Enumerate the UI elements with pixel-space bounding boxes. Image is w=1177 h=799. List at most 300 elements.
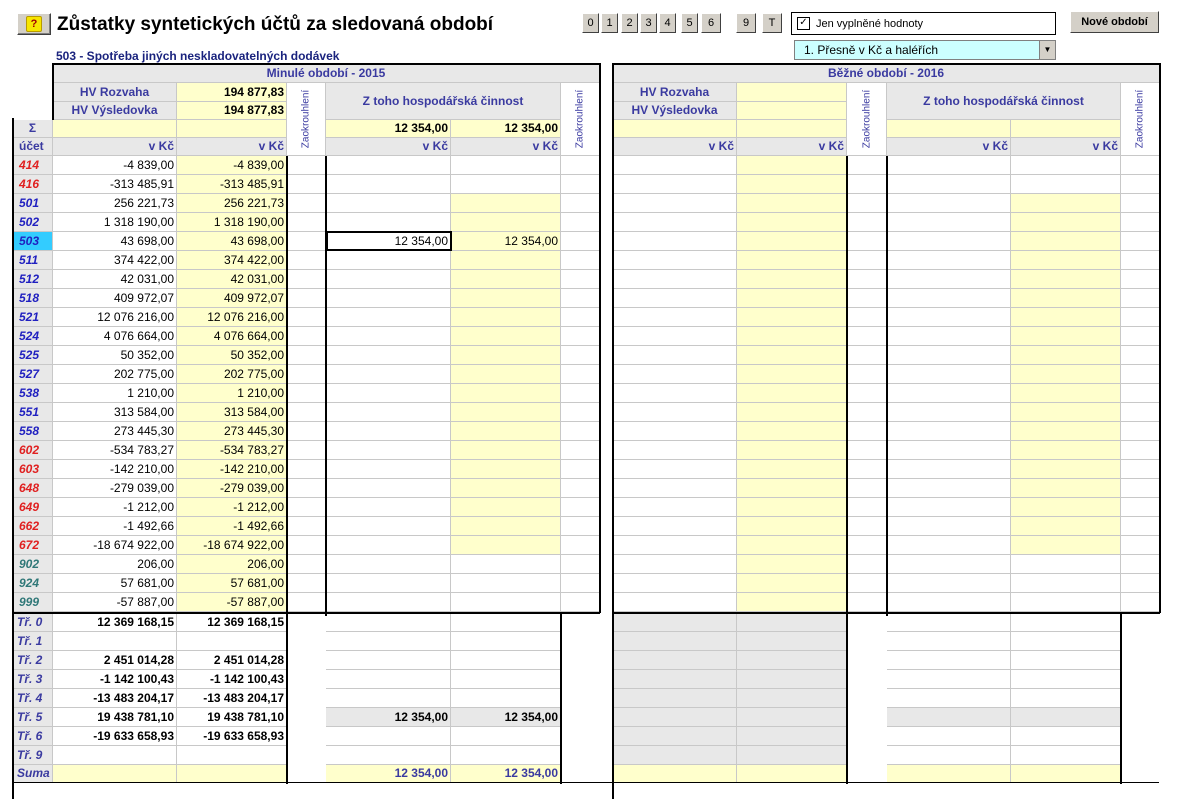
past-value[interactable]: -1 212,00 xyxy=(53,498,177,517)
account-code[interactable]: 551 xyxy=(13,403,53,422)
hosp-value-rounded[interactable] xyxy=(451,460,561,479)
cur-value[interactable] xyxy=(613,213,737,232)
hosp-rounding[interactable] xyxy=(561,156,600,175)
hosp-value-rounded[interactable] xyxy=(451,555,561,574)
hosp-value-rounded[interactable] xyxy=(451,498,561,517)
hosp-value[interactable] xyxy=(326,327,451,346)
cur-hosp-rounding[interactable] xyxy=(1121,194,1160,213)
cur-hosp-value-rounded[interactable] xyxy=(1011,251,1121,270)
past-rounding[interactable] xyxy=(287,213,326,232)
level-button-9[interactable]: 9 xyxy=(736,13,756,33)
cur-hosp-rounding[interactable] xyxy=(1121,365,1160,384)
cur-value[interactable] xyxy=(613,289,737,308)
rounding-select[interactable] xyxy=(794,40,1056,60)
cur-hosp-value-rounded[interactable] xyxy=(1011,289,1121,308)
past-rounding[interactable] xyxy=(287,460,326,479)
hosp-rounding[interactable] xyxy=(561,460,600,479)
cur-value-rounded[interactable] xyxy=(737,365,847,384)
past-rounding[interactable] xyxy=(287,156,326,175)
cur-rounding[interactable] xyxy=(847,422,887,441)
cur-value[interactable] xyxy=(613,574,737,593)
past-value[interactable]: 57 681,00 xyxy=(53,574,177,593)
hosp-value[interactable] xyxy=(326,555,451,574)
cur-value-rounded[interactable] xyxy=(737,213,847,232)
account-code[interactable]: 512 xyxy=(13,270,53,289)
cur-hosp-value[interactable] xyxy=(887,422,1011,441)
past-value-rounded[interactable]: 57 681,00 xyxy=(177,574,287,593)
cur-value-rounded[interactable] xyxy=(737,593,847,612)
cur-hosp-value[interactable] xyxy=(887,346,1011,365)
cur-hosp-value-rounded[interactable] xyxy=(1011,175,1121,194)
past-value-rounded[interactable]: 313 584,00 xyxy=(177,403,287,422)
cur-hosp-value-rounded[interactable] xyxy=(1011,194,1121,213)
past-value-rounded[interactable]: -4 839,00 xyxy=(177,156,287,175)
hosp-rounding[interactable] xyxy=(561,213,600,232)
past-rounding[interactable] xyxy=(287,422,326,441)
cur-hosp-value[interactable] xyxy=(887,479,1011,498)
cur-hosp-value[interactable] xyxy=(887,327,1011,346)
cur-hosp-value[interactable] xyxy=(887,536,1011,555)
past-value-rounded[interactable]: 374 422,00 xyxy=(177,251,287,270)
hosp-rounding[interactable] xyxy=(561,517,600,536)
account-code[interactable]: 414 xyxy=(13,156,53,175)
past-rounding[interactable] xyxy=(287,536,326,555)
cur-value-rounded[interactable] xyxy=(737,327,847,346)
past-value[interactable]: 1 318 190,00 xyxy=(53,213,177,232)
hosp-value-rounded[interactable] xyxy=(451,403,561,422)
past-value[interactable]: -279 039,00 xyxy=(53,479,177,498)
hosp-value-rounded[interactable] xyxy=(451,593,561,612)
past-value[interactable]: -313 485,91 xyxy=(53,175,177,194)
cur-value[interactable] xyxy=(613,460,737,479)
past-value[interactable]: 374 422,00 xyxy=(53,251,177,270)
hosp-value-rounded[interactable] xyxy=(451,213,561,232)
cur-hosp-rounding[interactable] xyxy=(1121,555,1160,574)
level-button-1[interactable]: 1 xyxy=(601,13,618,33)
cur-rounding[interactable] xyxy=(847,365,887,384)
past-value-rounded[interactable]: 206,00 xyxy=(177,555,287,574)
cur-hosp-value-rounded[interactable] xyxy=(1011,365,1121,384)
account-code[interactable]: 662 xyxy=(13,517,53,536)
cur-hosp-rounding[interactable] xyxy=(1121,517,1160,536)
past-rounding[interactable] xyxy=(287,555,326,574)
past-rounding[interactable] xyxy=(287,574,326,593)
account-code[interactable]: 648 xyxy=(13,479,53,498)
cur-rounding[interactable] xyxy=(847,346,887,365)
cur-value-rounded[interactable] xyxy=(737,479,847,498)
past-rounding[interactable] xyxy=(287,346,326,365)
past-rounding[interactable] xyxy=(287,251,326,270)
filled-only-checkbox[interactable] xyxy=(791,12,1056,35)
cur-hosp-rounding[interactable] xyxy=(1121,460,1160,479)
hosp-rounding[interactable] xyxy=(561,175,600,194)
cur-hosp-value-rounded[interactable] xyxy=(1011,498,1121,517)
past-rounding[interactable] xyxy=(287,365,326,384)
hosp-value-rounded[interactable] xyxy=(451,365,561,384)
past-rounding[interactable] xyxy=(287,308,326,327)
cur-value-rounded[interactable] xyxy=(737,251,847,270)
cur-value[interactable] xyxy=(613,175,737,194)
account-code[interactable]: 558 xyxy=(13,422,53,441)
cur-hosp-value[interactable] xyxy=(887,232,1011,251)
hosp-value-rounded[interactable] xyxy=(451,270,561,289)
cur-rounding[interactable] xyxy=(847,308,887,327)
cur-hosp-value-rounded[interactable] xyxy=(1011,460,1121,479)
cur-hosp-rounding[interactable] xyxy=(1121,593,1160,612)
cur-hosp-value[interactable] xyxy=(887,365,1011,384)
cur-value[interactable] xyxy=(613,384,737,403)
cur-hosp-value[interactable] xyxy=(887,175,1011,194)
cur-hosp-rounding[interactable] xyxy=(1121,441,1160,460)
cur-rounding[interactable] xyxy=(847,536,887,555)
hosp-value[interactable] xyxy=(326,517,451,536)
past-rounding[interactable] xyxy=(287,593,326,612)
cur-value[interactable] xyxy=(613,536,737,555)
new-period-button[interactable]: Nové období xyxy=(1070,11,1159,33)
cur-value[interactable] xyxy=(613,479,737,498)
cur-value[interactable] xyxy=(613,270,737,289)
account-code[interactable]: 602 xyxy=(13,441,53,460)
cur-hosp-value-rounded[interactable] xyxy=(1011,441,1121,460)
cur-rounding[interactable] xyxy=(847,441,887,460)
account-code[interactable]: 999 xyxy=(13,593,53,612)
cur-value-rounded[interactable] xyxy=(737,232,847,251)
hosp-rounding[interactable] xyxy=(561,232,600,251)
cur-hosp-rounding[interactable] xyxy=(1121,270,1160,289)
hosp-value-rounded[interactable] xyxy=(451,194,561,213)
hosp-value-rounded[interactable] xyxy=(451,574,561,593)
past-value-rounded[interactable]: -57 887,00 xyxy=(177,593,287,612)
cur-value-rounded[interactable] xyxy=(737,422,847,441)
cur-rounding[interactable] xyxy=(847,403,887,422)
account-code[interactable]: 525 xyxy=(13,346,53,365)
past-value-rounded[interactable]: 42 031,00 xyxy=(177,270,287,289)
hosp-rounding[interactable] xyxy=(561,593,600,612)
cur-value-rounded[interactable] xyxy=(737,574,847,593)
cur-value[interactable] xyxy=(613,403,737,422)
cur-value-rounded[interactable] xyxy=(737,384,847,403)
account-code[interactable]: 603 xyxy=(13,460,53,479)
cur-hosp-value[interactable] xyxy=(887,213,1011,232)
account-code[interactable]: 501 xyxy=(13,194,53,213)
hosp-value[interactable] xyxy=(326,289,451,308)
hosp-rounding[interactable] xyxy=(561,251,600,270)
cur-value[interactable] xyxy=(613,232,737,251)
cur-value-rounded[interactable] xyxy=(737,175,847,194)
help-button[interactable] xyxy=(17,13,51,35)
cur-hosp-rounding[interactable] xyxy=(1121,175,1160,194)
cur-hosp-value[interactable] xyxy=(887,403,1011,422)
hosp-value[interactable] xyxy=(326,536,451,555)
level-button-2[interactable]: 2 xyxy=(621,13,638,33)
hosp-value[interactable] xyxy=(326,479,451,498)
past-value-rounded[interactable]: 4 076 664,00 xyxy=(177,327,287,346)
cur-rounding[interactable] xyxy=(847,232,887,251)
past-value[interactable]: 202 775,00 xyxy=(53,365,177,384)
cur-rounding[interactable] xyxy=(847,517,887,536)
cur-value[interactable] xyxy=(613,365,737,384)
past-value-rounded[interactable]: 12 076 216,00 xyxy=(177,308,287,327)
cur-value[interactable] xyxy=(613,498,737,517)
cur-rounding[interactable] xyxy=(847,213,887,232)
hosp-rounding[interactable] xyxy=(561,270,600,289)
hosp-value[interactable] xyxy=(326,308,451,327)
cur-rounding[interactable] xyxy=(847,498,887,517)
past-value-rounded[interactable]: 202 775,00 xyxy=(177,365,287,384)
past-value-rounded[interactable]: 1 318 190,00 xyxy=(177,213,287,232)
hosp-value-rounded[interactable] xyxy=(451,308,561,327)
past-value[interactable]: -57 887,00 xyxy=(53,593,177,612)
past-value[interactable]: 409 972,07 xyxy=(53,289,177,308)
cur-value-rounded[interactable] xyxy=(737,460,847,479)
cur-hosp-value[interactable] xyxy=(887,441,1011,460)
hosp-value[interactable] xyxy=(326,574,451,593)
past-value-rounded[interactable]: 273 445,30 xyxy=(177,422,287,441)
past-rounding[interactable] xyxy=(287,403,326,422)
hosp-value-rounded[interactable] xyxy=(451,517,561,536)
cur-value[interactable] xyxy=(613,422,737,441)
past-value-rounded[interactable]: -18 674 922,00 xyxy=(177,536,287,555)
cur-rounding[interactable] xyxy=(847,251,887,270)
hosp-rounding[interactable] xyxy=(561,346,600,365)
cur-rounding[interactable] xyxy=(847,175,887,194)
past-value-rounded[interactable]: -534 783,27 xyxy=(177,441,287,460)
cur-value-rounded[interactable] xyxy=(737,403,847,422)
level-button-5[interactable]: 5 xyxy=(681,13,698,33)
cur-hosp-value[interactable] xyxy=(887,270,1011,289)
hosp-value[interactable] xyxy=(326,498,451,517)
cur-rounding[interactable] xyxy=(847,479,887,498)
cur-hosp-rounding[interactable] xyxy=(1121,403,1160,422)
chevron-down-icon[interactable]: ▼ xyxy=(1039,41,1055,59)
hosp-value-rounded[interactable] xyxy=(451,422,561,441)
cur-value[interactable] xyxy=(613,327,737,346)
hosp-rounding[interactable] xyxy=(561,327,600,346)
cur-value-rounded[interactable] xyxy=(737,498,847,517)
hosp-value[interactable] xyxy=(326,270,451,289)
cur-rounding[interactable] xyxy=(847,384,887,403)
account-code[interactable]: 511 xyxy=(13,251,53,270)
cur-hosp-rounding[interactable] xyxy=(1121,251,1160,270)
past-rounding[interactable] xyxy=(287,289,326,308)
past-value[interactable]: 12 076 216,00 xyxy=(53,308,177,327)
hosp-rounding[interactable] xyxy=(561,555,600,574)
account-code[interactable]: 502 xyxy=(13,213,53,232)
cur-hosp-value-rounded[interactable] xyxy=(1011,479,1121,498)
account-code[interactable]: 924 xyxy=(13,574,53,593)
hosp-rounding[interactable] xyxy=(561,308,600,327)
past-value[interactable]: 273 445,30 xyxy=(53,422,177,441)
past-value[interactable]: 4 076 664,00 xyxy=(53,327,177,346)
hosp-rounding[interactable] xyxy=(561,498,600,517)
hosp-value[interactable] xyxy=(326,213,451,232)
account-code[interactable]: 649 xyxy=(13,498,53,517)
hosp-value[interactable] xyxy=(326,365,451,384)
hosp-value[interactable] xyxy=(326,384,451,403)
account-code[interactable]: 416 xyxy=(13,175,53,194)
cur-value-rounded[interactable] xyxy=(737,289,847,308)
cur-hosp-value-rounded[interactable] xyxy=(1011,270,1121,289)
hosp-rounding[interactable] xyxy=(561,289,600,308)
cur-hosp-rounding[interactable] xyxy=(1121,384,1160,403)
cur-value[interactable] xyxy=(613,346,737,365)
cur-hv-vysledovka-value[interactable] xyxy=(737,102,847,120)
hosp-rounding[interactable] xyxy=(561,441,600,460)
cur-hosp-rounding[interactable] xyxy=(1121,213,1160,232)
cur-hosp-rounding[interactable] xyxy=(1121,308,1160,327)
cur-value-rounded[interactable] xyxy=(737,308,847,327)
cur-rounding[interactable] xyxy=(847,593,887,612)
past-value-rounded[interactable]: -1 492,66 xyxy=(177,517,287,536)
hosp-rounding[interactable] xyxy=(561,574,600,593)
past-value-rounded[interactable]: 256 221,73 xyxy=(177,194,287,213)
past-value-rounded[interactable]: -313 485,91 xyxy=(177,175,287,194)
past-value[interactable]: -534 783,27 xyxy=(53,441,177,460)
cur-rounding[interactable] xyxy=(847,555,887,574)
hosp-value[interactable]: 12 354,00 xyxy=(326,232,451,251)
account-code[interactable]: 503 xyxy=(13,232,53,251)
cur-hosp-value-rounded[interactable] xyxy=(1011,574,1121,593)
cur-hosp-value[interactable] xyxy=(887,517,1011,536)
hosp-value[interactable] xyxy=(326,156,451,175)
past-rounding[interactable] xyxy=(287,441,326,460)
cur-hosp-value-rounded[interactable] xyxy=(1011,555,1121,574)
hosp-value-rounded[interactable]: 12 354,00 xyxy=(451,232,561,251)
cur-hosp-value-rounded[interactable] xyxy=(1011,422,1121,441)
cur-hosp-value-rounded[interactable] xyxy=(1011,308,1121,327)
past-value-rounded[interactable]: -142 210,00 xyxy=(177,460,287,479)
hosp-value-rounded[interactable] xyxy=(451,289,561,308)
hosp-value-rounded[interactable] xyxy=(451,156,561,175)
account-code[interactable]: 518 xyxy=(13,289,53,308)
level-button-T[interactable]: T xyxy=(762,13,782,33)
cur-hv-rozvaha-value[interactable] xyxy=(737,83,847,102)
cur-hosp-value-rounded[interactable] xyxy=(1011,156,1121,175)
past-rounding[interactable] xyxy=(287,232,326,251)
hosp-rounding[interactable] xyxy=(561,194,600,213)
cur-rounding[interactable] xyxy=(847,156,887,175)
cur-hosp-rounding[interactable] xyxy=(1121,536,1160,555)
past-value[interactable]: 50 352,00 xyxy=(53,346,177,365)
account-code[interactable]: 902 xyxy=(13,555,53,574)
cur-hosp-value-rounded[interactable] xyxy=(1011,403,1121,422)
hosp-value[interactable] xyxy=(326,422,451,441)
cur-hosp-value[interactable] xyxy=(887,574,1011,593)
cur-rounding[interactable] xyxy=(847,327,887,346)
cur-hosp-rounding[interactable] xyxy=(1121,346,1160,365)
past-rounding[interactable] xyxy=(287,479,326,498)
cur-value[interactable] xyxy=(613,156,737,175)
cur-hosp-value[interactable] xyxy=(887,593,1011,612)
cur-value[interactable] xyxy=(613,517,737,536)
hosp-value[interactable] xyxy=(326,441,451,460)
hosp-rounding[interactable] xyxy=(561,403,600,422)
cur-hosp-value-rounded[interactable] xyxy=(1011,327,1121,346)
hosp-value[interactable] xyxy=(326,251,451,270)
cur-value-rounded[interactable] xyxy=(737,156,847,175)
hosp-value-rounded[interactable] xyxy=(451,251,561,270)
past-rounding[interactable] xyxy=(287,175,326,194)
hosp-value-rounded[interactable] xyxy=(451,536,561,555)
past-value[interactable]: -1 492,66 xyxy=(53,517,177,536)
past-rounding[interactable] xyxy=(287,194,326,213)
cur-hosp-value[interactable] xyxy=(887,555,1011,574)
level-button-6[interactable]: 6 xyxy=(701,13,721,33)
past-rounding[interactable] xyxy=(287,498,326,517)
cur-hosp-rounding[interactable] xyxy=(1121,574,1160,593)
cur-rounding[interactable] xyxy=(847,194,887,213)
hosp-value-rounded[interactable] xyxy=(451,479,561,498)
hosp-rounding[interactable] xyxy=(561,422,600,441)
cur-value-rounded[interactable] xyxy=(737,270,847,289)
cur-hosp-value-rounded[interactable] xyxy=(1011,213,1121,232)
account-code[interactable]: 524 xyxy=(13,327,53,346)
hosp-value[interactable] xyxy=(326,175,451,194)
cur-hosp-value-rounded[interactable] xyxy=(1011,384,1121,403)
past-value[interactable]: -4 839,00 xyxy=(53,156,177,175)
cur-rounding[interactable] xyxy=(847,289,887,308)
cur-value[interactable] xyxy=(613,251,737,270)
hosp-value[interactable] xyxy=(326,460,451,479)
cur-hosp-rounding[interactable] xyxy=(1121,479,1160,498)
cur-hosp-value[interactable] xyxy=(887,460,1011,479)
past-value[interactable]: -142 210,00 xyxy=(53,460,177,479)
past-value-rounded[interactable]: -1 212,00 xyxy=(177,498,287,517)
hosp-value[interactable] xyxy=(326,403,451,422)
hosp-value-rounded[interactable] xyxy=(451,441,561,460)
past-value-rounded[interactable]: 50 352,00 xyxy=(177,346,287,365)
cur-value-rounded[interactable] xyxy=(737,517,847,536)
cur-hosp-value-rounded[interactable] xyxy=(1011,517,1121,536)
cur-value[interactable] xyxy=(613,441,737,460)
cur-value-rounded[interactable] xyxy=(737,555,847,574)
cur-hosp-value[interactable] xyxy=(887,289,1011,308)
cur-value-rounded[interactable] xyxy=(737,346,847,365)
cur-hosp-value-rounded[interactable] xyxy=(1011,346,1121,365)
hosp-rounding[interactable] xyxy=(561,479,600,498)
past-value[interactable]: 256 221,73 xyxy=(53,194,177,213)
hosp-rounding[interactable] xyxy=(561,536,600,555)
account-code[interactable]: 672 xyxy=(13,536,53,555)
cur-hosp-value[interactable] xyxy=(887,308,1011,327)
hosp-value-rounded[interactable] xyxy=(451,327,561,346)
past-value-rounded[interactable]: 1 210,00 xyxy=(177,384,287,403)
past-value[interactable]: 42 031,00 xyxy=(53,270,177,289)
cur-value-rounded[interactable] xyxy=(737,536,847,555)
past-value[interactable]: 313 584,00 xyxy=(53,403,177,422)
hosp-rounding[interactable] xyxy=(561,384,600,403)
cur-value[interactable] xyxy=(613,308,737,327)
level-button-4[interactable]: 4 xyxy=(659,13,676,33)
cur-hosp-rounding[interactable] xyxy=(1121,327,1160,346)
cur-hosp-rounding[interactable] xyxy=(1121,289,1160,308)
hosp-value-rounded[interactable] xyxy=(451,346,561,365)
past-value-rounded[interactable]: 43 698,00 xyxy=(177,232,287,251)
cur-rounding[interactable] xyxy=(847,270,887,289)
hosp-value[interactable] xyxy=(326,593,451,612)
account-code[interactable]: 527 xyxy=(13,365,53,384)
cur-value[interactable] xyxy=(613,593,737,612)
level-button-3[interactable]: 3 xyxy=(640,13,657,33)
hosp-value-rounded[interactable] xyxy=(451,175,561,194)
cur-hosp-rounding[interactable] xyxy=(1121,156,1160,175)
past-value-rounded[interactable]: 409 972,07 xyxy=(177,289,287,308)
past-value[interactable]: 206,00 xyxy=(53,555,177,574)
past-rounding[interactable] xyxy=(287,517,326,536)
cur-rounding[interactable] xyxy=(847,460,887,479)
cur-value-rounded[interactable] xyxy=(737,194,847,213)
cur-value[interactable] xyxy=(613,194,737,213)
